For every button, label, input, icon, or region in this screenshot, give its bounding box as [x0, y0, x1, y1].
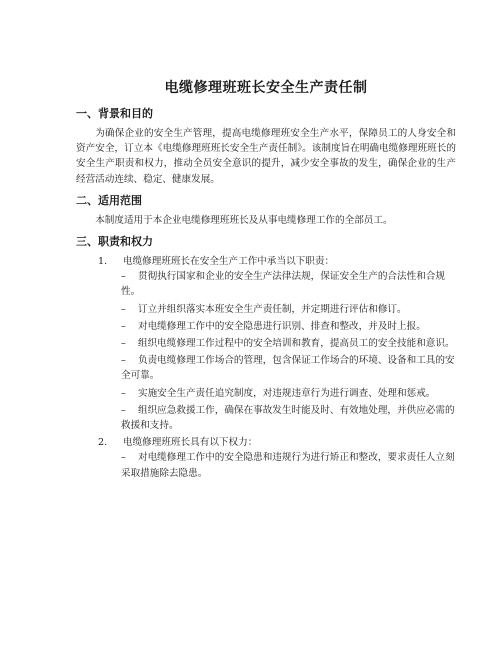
- list-item: [76, 254, 456, 433]
- dash-marker: –: [121, 303, 126, 315]
- sub-item-text: 对电缆修理工作中的安全隐患和违规行为进行矫正和整改，要求责任人立刻采取措施除去隐患。: [121, 452, 455, 479]
- sub-item-text: 实施安全生产责任追究制度，对违规违章行为进行调查、处理和惩戒。: [138, 387, 436, 399]
- list-item-head: [76, 254, 456, 269]
- dash-marker: –: [121, 452, 126, 464]
- sub-item-text: 对电缆修理工作中的安全隐患进行识别、排查和整改，并及时上报。: [138, 320, 426, 332]
- document-title: 电缆修理班班长安全生产责任制: [164, 80, 368, 96]
- sub-item-text: 贯彻执行国家和企业的安全生产法律法规，保证安全生产的合法性和合规性。: [121, 271, 445, 298]
- dash-marker: –: [121, 404, 126, 416]
- dash-marker: –: [121, 271, 126, 283]
- list-item-head: [76, 435, 456, 450]
- list-item-text: 电缆修理班班长在安全生产工作中承当以下职责：: [123, 256, 335, 268]
- sub-list-item: [76, 386, 456, 401]
- sub-list-item: [76, 302, 456, 317]
- dash-marker: –: [121, 355, 126, 367]
- section-heading-background: 一、背景和目的: [76, 107, 153, 120]
- sub-list-item: [76, 336, 456, 351]
- duties-list: [76, 254, 456, 481]
- list-item: [76, 435, 456, 481]
- sub-list-item: [76, 450, 456, 480]
- list-item-number: 1.: [98, 256, 108, 268]
- sub-item-text: 负责电缆修理工作场合的管理，包含保证工作场合的环境、设备和工具的安全可靠。: [121, 355, 455, 382]
- sub-list-item: [76, 353, 456, 383]
- sub-item-text: 组织应急救援工作，确保在事故发生时能及时、有效地处理，并供应必需的救援和支持。: [121, 404, 455, 432]
- sub-list-item: [76, 403, 456, 433]
- sub-item-text: 订立并组织落实本班安全生产责任制，并定期进行评估和修订。: [138, 303, 407, 315]
- dash-marker: –: [121, 320, 126, 332]
- dash-marker: –: [121, 387, 126, 399]
- sub-list: [76, 450, 456, 480]
- dash-marker: –: [121, 338, 126, 350]
- sub-list: [76, 269, 456, 433]
- list-item-number: 2.: [98, 437, 108, 449]
- list-item-text: 电缆修理班班长具有以下权力：: [123, 437, 258, 449]
- sub-item-text: 组织电缆修理工作过程中的安全培训和教育，提高员工的安全技能和意识。: [138, 338, 455, 350]
- section-paragraph-background: 为确保企业的安全生产管理，提高电缆修理班安全生产水平，保障员工的人身安全和资产安全，订立本《电缆修理班班长安全生产责任制》。该制度旨在明确电缆修理班班长的安全生产职责和权力，推动全员安全意识的提升，减少安全事故的发生，确保企业的生产经营活动连续、稳定、健康发展。: [76, 128, 456, 185]
- sub-list-item: [76, 319, 456, 334]
- section-paragraph-scope: 本制度适用于本企业电缆修理班班长及从事电缆修理工作的全部员工。: [95, 214, 393, 226]
- sub-list-item: [76, 269, 456, 299]
- section-heading-scope: 二、适用范围: [76, 193, 142, 207]
- section-heading-duties: 三、职责和权力: [76, 235, 153, 249]
